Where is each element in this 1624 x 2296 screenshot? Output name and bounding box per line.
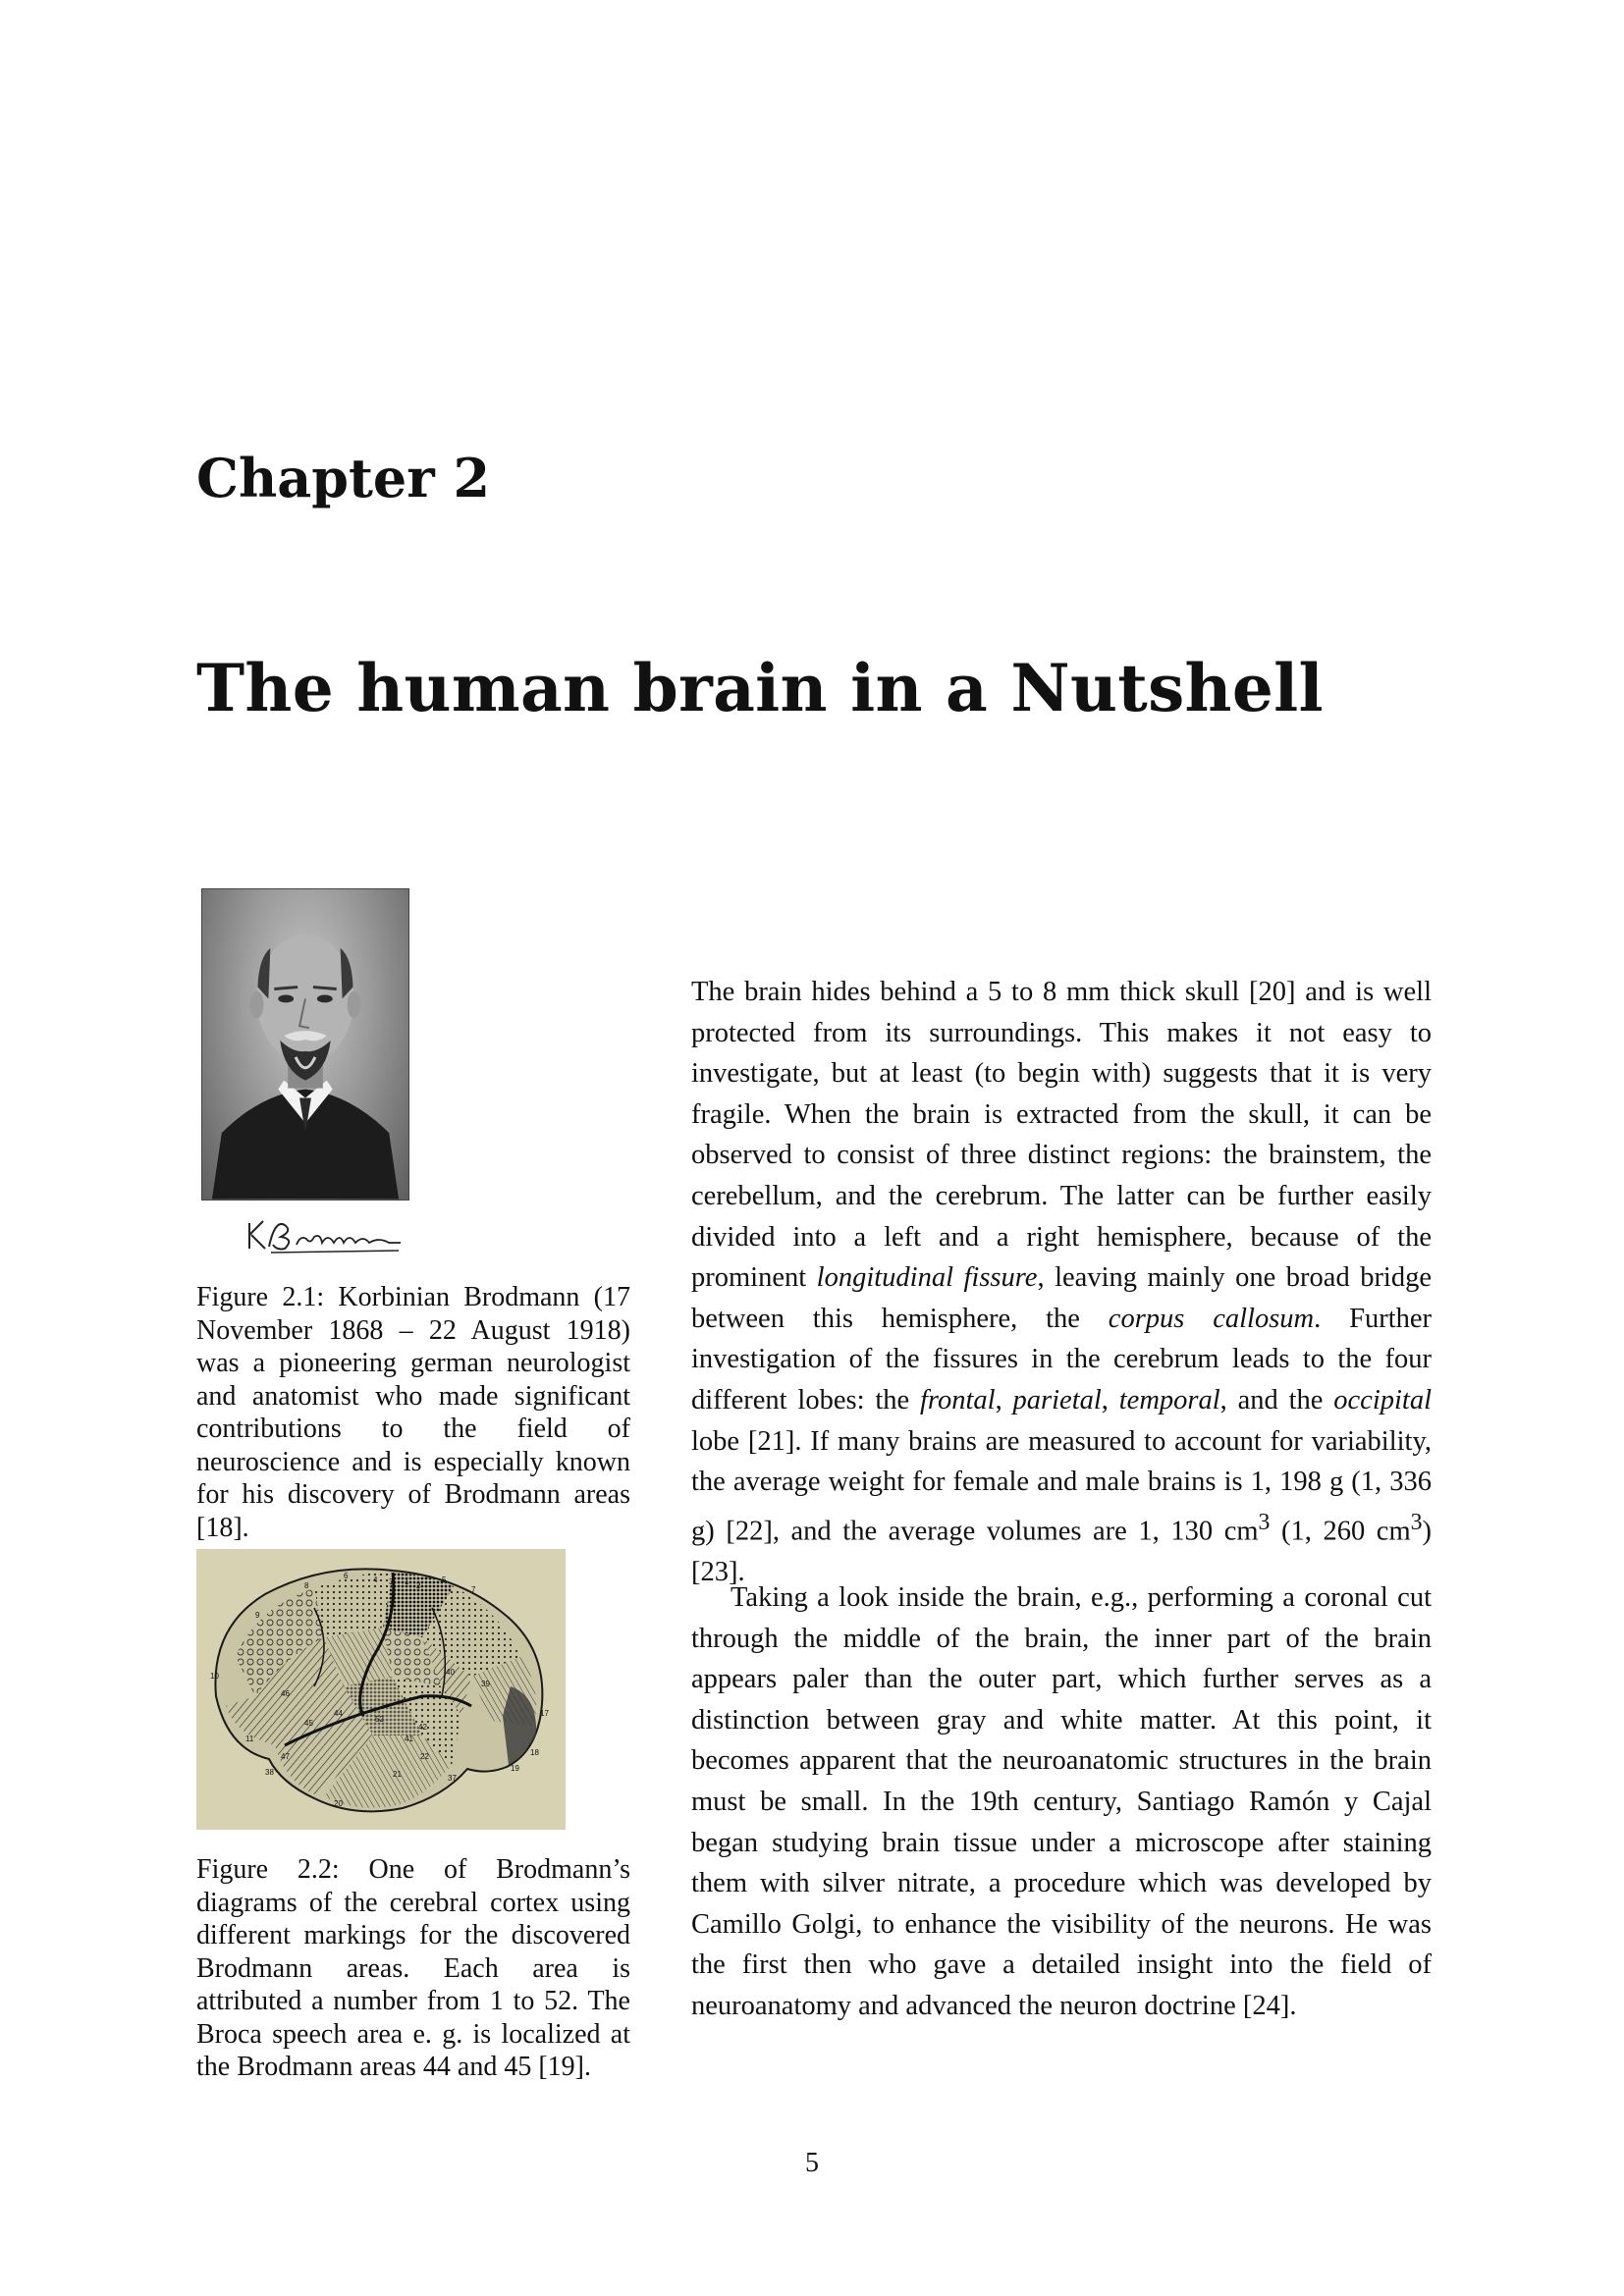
area-label: 3 <box>389 1577 394 1586</box>
area-label: 40 <box>446 1668 455 1677</box>
area-label: 17 <box>540 1709 549 1718</box>
signature-image <box>242 1209 408 1258</box>
area-label: 46 <box>281 1689 290 1698</box>
area-label: 20 <box>334 1799 343 1808</box>
area-label: 18 <box>530 1748 539 1757</box>
body-paragraph-2: Taking a look inside the brain, e.g., performing a coronal cut through the middle of the brain, the inner part of the brain appears paler than the outer part, which further serves as a distinction between gray and white matter. At this point, it becomes apparent that the neuroanatomic structures in the brain must be small. In the 19th century, Santiago Ramón y Cajal began studying brain tissue under a microscope after staining them with silver nitrate, a procedure which was developed by Camillo Golgi, to enhance the visibility of the neurons. He was the first then who gave a detailed insight into the field of neuroanatomy and advanced the neuron doctrine [24]. <box>691 1582 1432 2021</box>
area-label: 22 <box>420 1752 429 1761</box>
area-label: 10 <box>210 1672 219 1681</box>
area-label: 47 <box>281 1752 290 1761</box>
area-label: 2 <box>416 1581 421 1590</box>
page-number: 5 <box>805 2148 819 2178</box>
area-label: 38 <box>265 1768 274 1777</box>
area-label: 37 <box>448 1774 457 1783</box>
area-label: 21 <box>393 1770 402 1779</box>
area-label: 39 <box>481 1680 490 1688</box>
area-label: 11 <box>245 1735 254 1743</box>
area-label: 8 <box>304 1581 309 1590</box>
figure-1-caption: Figure 2.1: Korbinian Brodmann (17 November 1868 – 22 August 1918) was a pioneering german neurologist and anatomist who made significant contributions to the field of neuroscience and is especially known for his discovery of Brodmann areas [18]. <box>196 1282 630 1543</box>
area-label: 1 <box>405 1577 409 1586</box>
area-label: 9 <box>255 1611 260 1620</box>
area-label: 45 <box>304 1719 313 1728</box>
area-label: 6 <box>344 1572 349 1580</box>
area-label: 41 <box>405 1735 413 1743</box>
area-label: 42 <box>418 1723 427 1732</box>
brodmann-portrait-image <box>201 888 409 1201</box>
body-paragraph-1: The brain hides behind a 5 to 8 mm thick skull [20] and is well protected from its surroundings. This makes it not easy to investigate, but at least (to begin with) suggests that it is very fragile. When the brain is extracted from the skull, it can be observed to consist of three distinct regions: the brainstem, the cerebellum, and the cerebrum. The latter can be further easily divided into a left and a right hemisphere, because of the prominent longitudinal fissure, leaving mainly one broad bridge between this hemisphere, the corpus callosum. Further investigation of the fissures in the cerebrum leads to the four different lobes: the frontal, parietal, temporal, and the occipital lobe [21]. If many brains are measured to account for variability, the average weight for female and male brains is 1, 198 g (1, 336 g) [22], and the average volumes are 1, 130 $cm^3$ (1, 260 $cm^3$) [23]. <box>691 977 1433 1587</box>
area-label: 4 <box>373 1575 378 1584</box>
chapter-title: The human brain in a Nutshell <box>196 650 1324 726</box>
figure-2-caption: Figure 2.2: One of Brodmann’s diagrams of the cerebral cortex using different markings for the discovered Brodmann areas. Each area is attributed a number from 1 to 52. The Broca speech area e. g. is localized at the Brodmann areas 44 and 45 [19]. <box>196 1854 630 2082</box>
area-label: 19 <box>511 1764 519 1773</box>
area-label: 52 <box>375 1715 384 1724</box>
brodmann-areas-diagram <box>196 1549 566 1830</box>
area-label: 7 <box>471 1585 476 1594</box>
area-label: 44 <box>334 1709 343 1718</box>
chapter-label: Chapter 2 <box>196 447 491 509</box>
area-label: 5 <box>442 1575 447 1584</box>
